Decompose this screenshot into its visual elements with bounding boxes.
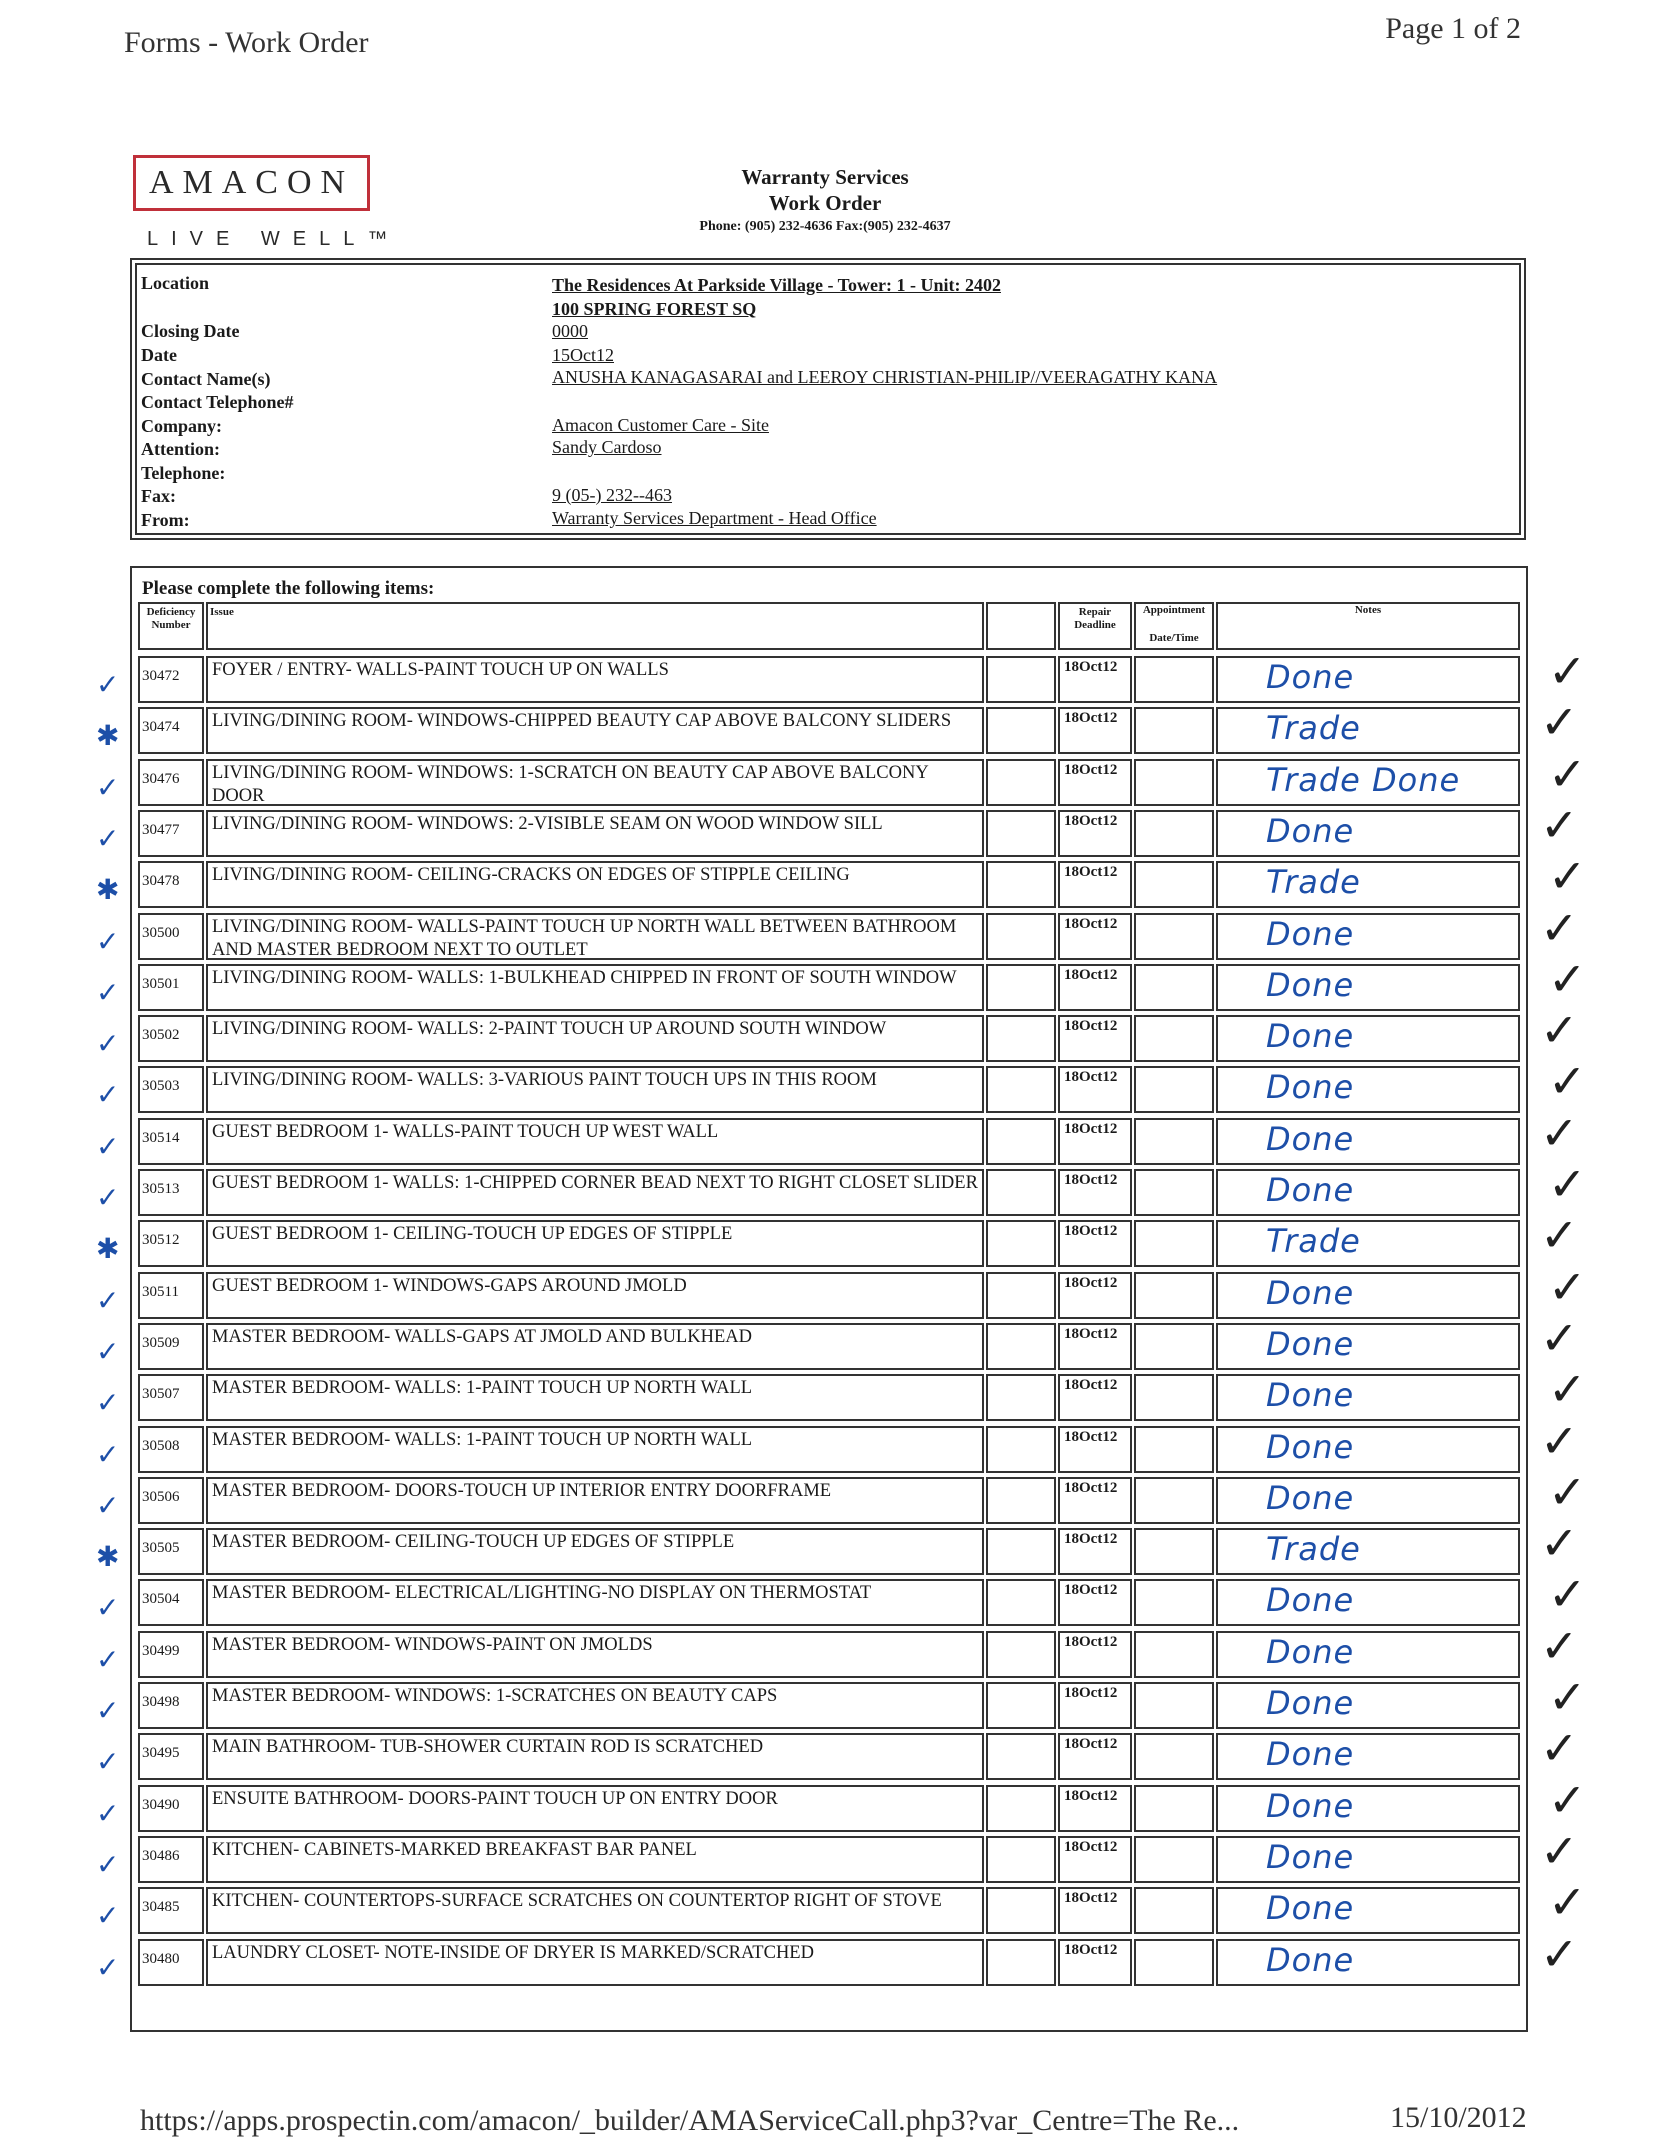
header-cell-blank [986,602,1056,650]
repair-deadline: 18Oct12 [1064,864,1118,881]
footer-url: https://apps.prospectin.com/amacon/_builder/AMAServiceCall.php3?var_Centre=The Re... [140,2104,1240,2137]
row-21-cell-notes [1216,1733,1520,1780]
asterisk-mark-icon: ✱ [96,1232,120,1266]
check-mark-icon: ✓ [96,1694,120,1727]
row-7-cell-notes [1216,1015,1520,1062]
repair-deadline: 18Oct12 [1064,1172,1118,1188]
row-6-cell-appt [1134,964,1214,1011]
handwritten-note: Done [1266,658,1355,696]
items-box [130,566,1528,2032]
header-notes: Notes [1354,604,1382,616]
issue-text: KITCHEN- CABINETS-MARKED BREAKFAST BAR PANEL [212,1839,697,1860]
from-value: Warranty Services Department - Head Office [552,508,877,528]
row-16-cell-notes [1216,1477,1520,1524]
header-cell-issue [206,602,984,650]
deficiency-number: 30506 [142,1488,180,1505]
asterisk-mark-icon: ✱ [96,873,120,907]
repair-deadline: 18Oct12 [1064,1120,1118,1137]
deficiency-number: 30512 [142,1232,180,1249]
row-16-cell-blank [986,1477,1056,1524]
pen-tick-icon: ✓ [1540,695,1579,750]
deficiency-number: 30500 [142,924,180,941]
row-8-cell-notes [1216,1066,1520,1113]
row-25-cell-blank [986,1939,1056,1986]
asterisk-mark-icon: ✱ [96,719,120,753]
handwritten-note: Done [1266,914,1355,953]
row-0-cell-appt [1134,656,1214,703]
row-5-cell-notes [1216,913,1520,960]
pen-tick-icon: ✓ [1548,1259,1587,1314]
row-18-cell-appt [1134,1579,1214,1626]
check-mark-icon: ✓ [96,1642,120,1676]
handwritten-note: Done [1266,1632,1355,1671]
row-11-cell-blank [986,1220,1056,1267]
repair-deadline: 18Oct12 [1064,1479,1118,1496]
issue-text: FOYER / ENTRY- WALLS-PAINT TOUCH UP ON WALLS [212,660,669,680]
handwritten-note: Done [1266,1581,1355,1620]
attention-label: Attention: [141,439,220,459]
deficiency-number: 30495 [142,1745,180,1762]
pen-tick-icon: ✓ [1548,644,1587,698]
from-label: From: [141,510,190,530]
row-5-cell-appt [1134,913,1214,960]
deficiency-number: 30472 [142,668,180,684]
location-label: Location [141,273,210,293]
check-mark-icon: ✓ [96,1950,120,1984]
deficiency-number: 30480 [142,1950,180,1967]
handwritten-note: Done [1266,1119,1355,1158]
check-mark-icon: ✓ [96,668,120,701]
asterisk-mark-icon: ✱ [96,1540,120,1574]
row-3-cell-appt [1134,810,1214,857]
row-4-cell-appt [1134,861,1214,908]
deficiency-number: 30477 [142,821,180,838]
deficiency-number: 30485 [142,1899,180,1916]
pen-tick-icon: ✓ [1540,1413,1579,1468]
pen-tick-icon: ✓ [1548,1362,1587,1417]
issue-text: MASTER BEDROOM- CEILING-TOUCH UP EDGES OF STIPPLE [212,1532,735,1553]
logo-tagline: LIVE WELL™ [147,228,401,250]
row-11-cell-appt [1134,1220,1214,1267]
check-mark-icon: ✓ [96,1283,120,1317]
deficiency-number: 30511 [142,1283,179,1300]
row-0-cell-notes [1216,656,1520,703]
title-line2: Work Order [768,191,882,215]
pen-tick-icon: ✓ [1548,1670,1587,1724]
amacon-logo [133,155,370,211]
row-13-cell-appt [1134,1323,1214,1370]
repair-deadline: 18Oct12 [1064,1428,1118,1445]
company-value: Amacon Customer Care - Site [552,415,769,435]
row-1-cell-notes [1216,707,1520,754]
issue-text: GUEST BEDROOM 1- WALLS: 1-CHIPPED CORNER BEAD NEXT TO RIGHT CLOSET SLIDER [212,1173,978,1193]
handwritten-note: Done [1266,1889,1355,1928]
issue-text: LIVING/DINING ROOM- WINDOWS: 2-VISIBLE SEAM ON WOOD WINDOW SILL [212,813,883,834]
row-20-cell-blank [986,1682,1056,1729]
row-19-cell-appt [1134,1631,1214,1678]
issue-text: LIVING/DINING ROOM- WINDOWS: 1-SCRATCH ON BEAUTY CAP ABOVE BALCONY DOOR [212,762,929,806]
row-3-cell-notes [1216,810,1520,857]
row-20-cell-appt [1134,1682,1214,1729]
deficiency-number: 30501 [142,975,180,992]
row-6-cell-blank [986,964,1056,1011]
pen-tick-icon: ✓ [1548,951,1587,1006]
repair-deadline: 18Oct12 [1064,710,1118,727]
title-block [600,165,1050,235]
pen-tick-icon: ✓ [1540,1721,1579,1776]
repair-deadline: 18Oct12 [1064,1018,1118,1035]
row-10-cell-appt [1134,1169,1214,1216]
row-3-cell-blank [986,810,1056,857]
row-10-cell-notes [1216,1169,1520,1216]
row-14-cell-blank [986,1374,1056,1421]
row-7-cell-appt [1134,1015,1214,1062]
handwritten-note: Done [1266,965,1355,1004]
deficiency-number: 30502 [142,1027,180,1044]
row-19-cell-notes [1216,1631,1520,1678]
title-phone: Phone: (905) 232-4636 Fax:(905) 232-4637 [699,219,951,234]
row-9-cell-appt [1134,1118,1214,1165]
handwritten-note: Done [1266,1940,1355,1979]
pen-tick-icon: ✓ [1548,1157,1587,1211]
check-mark-icon: ✓ [96,770,120,804]
repair-deadline: 18Oct12 [1064,1582,1118,1599]
issue-text: KITCHEN- COUNTERTOPS-SURFACE SCRATCHES ON COUNTERTOP RIGHT OF STOVE [212,1891,942,1912]
pen-tick-icon: ✓ [1548,1875,1587,1930]
repair-deadline: 18Oct12 [1064,1223,1118,1240]
row-13-cell-blank [986,1323,1056,1370]
telephone-label: Telephone: [141,463,226,483]
row-23-cell-appt [1134,1836,1214,1883]
pen-tick-icon: ✓ [1540,1516,1579,1571]
issue-text: MASTER BEDROOM- ELECTRICAL/LIGHTING-NO DISPLAY ON THERMOSTAT [212,1583,872,1604]
issue-text: GUEST BEDROOM 1- WINDOWS-GAPS AROUND JMOLD [212,1275,687,1296]
row-22-cell-notes [1216,1785,1520,1832]
row-19-cell-blank [986,1631,1056,1678]
row-14-cell-appt [1134,1374,1214,1421]
contact-name-value: ANUSHA KANAGASARAI and LEEROY CHRISTIAN-PHILIP//VEERAGATHY KANA [552,367,1218,387]
row-14-cell-notes [1216,1374,1520,1421]
footer-date: 15/10/2012 [1390,2101,1527,2134]
handwritten-note: Done [1266,1735,1355,1774]
row-23-cell-notes [1216,1836,1520,1883]
repair-deadline: 18Oct12 [1064,659,1118,675]
fax-label: Fax: [141,486,176,506]
handwritten-note: Trade [1266,863,1361,902]
row-17-cell-appt [1134,1528,1214,1575]
repair-deadline: 18Oct12 [1064,1941,1118,1958]
handwritten-note: Done [1266,1324,1355,1363]
row-21-cell-appt [1134,1733,1214,1780]
pen-tick-icon: ✓ [1540,900,1579,955]
deficiency-number: 30490 [142,1796,180,1813]
row-24-cell-blank [986,1887,1056,1934]
attention-value: Sandy Cardoso [552,437,662,457]
row-12-cell-blank [986,1272,1056,1319]
pen-tick-icon: ✓ [1548,746,1587,801]
header-repair-deadline: Repair Deadline [1074,606,1116,631]
row-1-cell-blank [986,707,1056,754]
row-18-cell-blank [986,1579,1056,1626]
header-date-time: Date/Time [1149,632,1199,644]
issue-text: MASTER BEDROOM- WALLS: 1-PAINT TOUCH UP NORTH WALL [212,1429,753,1450]
row-4-cell-notes [1216,861,1520,908]
issue-text: MASTER BEDROOM- WINDOWS: 1-SCRATCHES ON BEAUTY CAPS [212,1686,778,1706]
handwritten-note: Done [1266,1068,1355,1107]
handwritten-note: Done [1266,1171,1355,1209]
row-18-cell-notes [1216,1579,1520,1626]
handwritten-note: Trade [1266,709,1361,748]
row-21-cell-blank [986,1733,1056,1780]
repair-deadline: 18Oct12 [1064,915,1118,932]
deficiency-number: 30486 [142,1847,180,1864]
header-issue: Issue [210,606,234,618]
issue-text: LIVING/DINING ROOM- WALLS-PAINT TOUCH UP NORTH WALL BETWEEN BATHROOM AND MASTER BEDROOM NEXT TO OUTLET [212,916,957,960]
handwritten-note: Trade Done [1266,760,1461,799]
check-mark-icon: ✓ [96,821,120,855]
row-12-cell-appt [1134,1272,1214,1319]
repair-deadline: 18Oct12 [1064,1069,1118,1086]
pen-tick-icon: ✓ [1540,1208,1579,1263]
handwritten-note: Done [1266,1684,1355,1722]
row-25-cell-appt [1134,1939,1214,1986]
check-mark-icon: ✓ [96,1591,120,1625]
row-8-cell-appt [1134,1066,1214,1113]
header-deficiency-number: Deficiency Number [146,606,196,631]
check-mark-icon: ✓ [96,1488,120,1522]
pen-tick-icon: ✓ [1540,797,1579,852]
issue-text: LIVING/DINING ROOM- WINDOWS-CHIPPED BEAUTY CAP ABOVE BALCONY SLIDERS [212,711,952,732]
logo-name: AMACON [148,164,355,201]
issue-text: LIVING/DINING ROOM- WALLS: 3-VARIOUS PAINT TOUCH UPS IN THIS ROOM [212,1070,877,1091]
issue-text: MASTER BEDROOM- WALLS: 1-PAINT TOUCH UP NORTH WALL [212,1378,753,1399]
deficiency-number: 30508 [142,1437,180,1454]
contact-name-label: Contact Name(s) [141,369,271,389]
issue-text: GUEST BEDROOM 1- CEILING-TOUCH UP EDGES OF STIPPLE [212,1224,733,1245]
row-13-cell-notes [1216,1323,1520,1370]
row-25-cell-notes [1216,1939,1520,1986]
issue-text: LIVING/DINING ROOM- WALLS: 1-BULKHEAD CHIPPED IN FRONT OF SOUTH WINDOW [212,967,957,988]
company-label: Company: [141,416,223,436]
row-8-cell-blank [986,1066,1056,1113]
check-mark-icon: ✓ [96,1334,120,1368]
issue-text: LAUNDRY CLOSET- NOTE-INSIDE OF DRYER IS MARKED/SCRATCHED [212,1942,814,1963]
deficiency-number: 30509 [142,1334,180,1351]
pen-tick-icon: ✓ [1540,1823,1579,1878]
row-22-cell-appt [1134,1785,1214,1832]
repair-deadline: 18Oct12 [1064,1325,1118,1342]
issue-text: ENSUITE BATHROOM- DOORS-PAINT TOUCH UP ON ENTRY DOOR [212,1788,778,1809]
pen-tick-icon: ✓ [1540,1003,1579,1058]
issue-text: LIVING/DINING ROOM- WALLS: 2-PAINT TOUCH UP AROUND SOUTH WINDOW [212,1019,887,1040]
repair-deadline: 18Oct12 [1064,812,1118,829]
repair-deadline: 18Oct12 [1064,761,1118,778]
deficiency-number: 30504 [142,1591,180,1608]
repair-deadline: 18Oct12 [1064,1736,1118,1753]
location-value: The Residences At Parkside Village - Tower: 1 - Unit: 2402 [552,275,1001,295]
row-24-cell-appt [1134,1887,1214,1934]
page-header-right: Page 1 of 2 [1385,12,1521,45]
check-mark-icon: ✓ [96,1796,120,1830]
issue-text: MAIN BATHROOM- TUB-SHOWER CURTAIN ROD IS SCRATCHED [212,1737,764,1758]
row-7-cell-blank [986,1015,1056,1062]
deficiency-number: 30476 [142,770,180,787]
pen-tick-icon: ✓ [1548,849,1587,904]
deficiency-number: 30498 [142,1694,180,1710]
check-mark-icon: ✓ [96,1386,120,1420]
deficiency-number: 30507 [142,1386,180,1403]
row-0-cell-blank [986,656,1056,703]
repair-deadline: 18Oct12 [1064,1633,1118,1650]
deficiency-number: 30505 [142,1540,180,1557]
page-header-left: Forms - Work Order [124,26,369,59]
check-mark-icon: ✓ [96,1847,120,1881]
pen-tick-icon: ✓ [1548,1054,1587,1109]
closing-date-label: Closing Date [141,321,240,341]
deficiency-number: 30474 [142,719,180,736]
row-24-cell-notes [1216,1887,1520,1934]
row-5-cell-blank [986,913,1056,960]
header-appointment: Appointment [1142,604,1206,616]
row-4-cell-blank [986,861,1056,908]
handwritten-note: Done [1266,1478,1355,1517]
fax-value: 9 (05-) 232--463 [552,485,672,505]
row-22-cell-blank [986,1785,1056,1832]
title-line1: Warranty Services [741,165,909,189]
check-mark-icon: ✓ [96,1181,120,1214]
row-15-cell-appt [1134,1426,1214,1473]
closing-date-value: 0000 [552,321,588,341]
issue-text: MASTER BEDROOM- DOORS-TOUCH UP INTERIOR ENTRY DOORFRAME [212,1480,832,1501]
repair-deadline: 18Oct12 [1064,1890,1118,1907]
repair-deadline: 18Oct12 [1064,1377,1118,1394]
pen-tick-icon: ✓ [1540,1618,1579,1673]
deficiency-number: 30478 [142,873,180,890]
deficiency-number: 30514 [142,1129,180,1146]
handwritten-note: Done [1266,811,1355,850]
handwritten-note: Trade [1266,1530,1361,1569]
row-12-cell-notes [1216,1272,1520,1319]
repair-deadline: 18Oct12 [1064,1787,1118,1804]
row-2-cell-appt [1134,759,1214,806]
handwritten-note: Done [1266,1786,1355,1825]
address-value: 100 SPRING FOREST SQ [552,299,757,319]
row-2-cell-blank [986,759,1056,806]
row-17-cell-notes [1216,1528,1520,1575]
info-box [130,258,1526,540]
handwritten-note: Done [1266,1837,1355,1876]
pen-tick-icon: ✓ [1548,1772,1587,1827]
check-mark-icon: ✓ [96,1129,120,1163]
handwritten-note: Trade [1266,1222,1361,1261]
row-9-cell-blank [986,1118,1056,1165]
date-value: 15Oct12 [552,345,614,365]
row-11-cell-notes [1216,1220,1520,1267]
pen-tick-icon: ✓ [1548,1464,1587,1519]
repair-deadline: 18Oct12 [1064,1685,1118,1701]
row-10-cell-blank [986,1169,1056,1216]
check-mark-icon: ✓ [96,1027,120,1061]
row-17-cell-blank [986,1528,1056,1575]
handwritten-note: Done [1266,1427,1355,1466]
items-heading: Please complete the following items: [142,578,435,599]
check-mark-icon: ✓ [96,1437,120,1471]
repair-deadline: 18Oct12 [1064,1274,1118,1291]
info-inner [135,263,1521,535]
date-label: Date [141,345,177,365]
issue-text: LIVING/DINING ROOM- CEILING-CRACKS ON EDGES OF STIPPLE CEILING [212,865,850,886]
check-mark-icon: ✓ [96,975,120,1009]
check-mark-icon: ✓ [96,1078,120,1112]
row-16-cell-appt [1134,1477,1214,1524]
check-mark-icon: ✓ [96,1745,120,1779]
row-15-cell-notes [1216,1426,1520,1473]
check-mark-icon: ✓ [96,924,120,958]
pen-tick-icon: ✓ [1540,1926,1579,1981]
check-mark-icon: ✓ [96,1899,120,1933]
issue-text: GUEST BEDROOM 1- WALLS-PAINT TOUCH UP WEST WALL [212,1121,719,1142]
row-1-cell-appt [1134,707,1214,754]
row-15-cell-blank [986,1426,1056,1473]
repair-deadline: 18Oct12 [1064,1838,1118,1855]
repair-deadline: 18Oct12 [1064,966,1118,983]
row-23-cell-blank [986,1836,1056,1883]
issue-text: MASTER BEDROOM- WINDOWS-PAINT ON JMOLDS [212,1634,653,1655]
handwritten-note: Done [1266,1017,1355,1056]
deficiency-number: 30503 [142,1078,180,1095]
row-9-cell-notes [1216,1118,1520,1165]
pen-tick-icon: ✓ [1540,1310,1579,1365]
row-20-cell-notes [1216,1682,1520,1729]
row-6-cell-notes [1216,964,1520,1011]
handwritten-note: Done [1266,1273,1355,1312]
handwritten-note: Done [1266,1376,1355,1415]
deficiency-number: 30513 [142,1181,180,1197]
deficiency-number: 30499 [142,1642,180,1659]
pen-tick-icon: ✓ [1548,1567,1587,1622]
repair-deadline: 18Oct12 [1064,1531,1118,1548]
pen-tick-icon: ✓ [1540,1105,1579,1160]
contact-telephone-label: Contact Telephone# [141,392,294,412]
issue-text: MASTER BEDROOM- WALLS-GAPS AT JMOLD AND BULKHEAD [212,1326,752,1347]
